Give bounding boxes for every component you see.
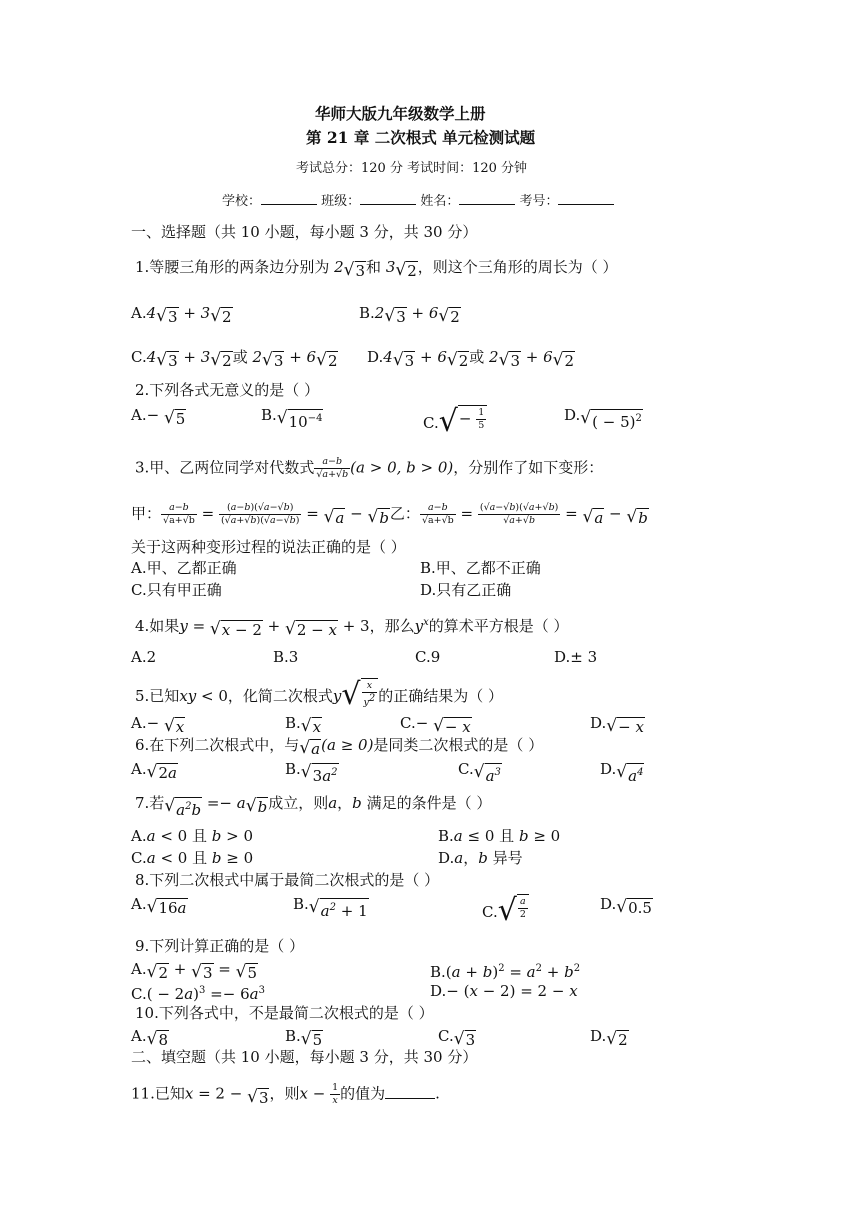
q9-label-b: B. <box>430 963 446 981</box>
q3-option-d: D.只有乙正确 <box>420 581 512 599</box>
q10-label-c: C. <box>438 1027 454 1045</box>
q6-option-b: B. √ $3a^2$ <box>285 760 338 785</box>
q1-or-d: 或 <box>469 348 485 366</box>
q7-label-b: B. <box>438 827 454 845</box>
q5-label-d: D. <box>590 714 607 732</box>
sqrt-sign: √ 3 <box>343 260 366 280</box>
q5-label-c: C. <box>400 714 416 732</box>
q6-stem: 6.在下列二次根式中，与 <box>135 736 300 754</box>
student-info-row <box>222 192 614 212</box>
q2-option-b: B. √ $10^{-4}$ <box>261 406 323 431</box>
q3-option-b: B.甲、乙都不正确 <box>420 559 541 577</box>
q5-option-b: B. √ x <box>285 714 322 736</box>
exam-info: 考试总分：120 分 考试时间：120 分钟 <box>296 161 528 176</box>
q1-option-c: C.4 √ 3 + 3 √ 2 或 2 √ 3 + 6 √ 2 <box>131 348 338 370</box>
q5-stem-end: 的正确结果为（ ） <box>378 687 504 705</box>
q1-label-d: D. <box>367 348 384 366</box>
q10-option-c: C. √ 3 <box>438 1027 476 1049</box>
q7-option-d: D.a，b 异号 <box>438 849 523 867</box>
q8-label-a: A. <box>131 895 147 913</box>
q6-label-c: C. <box>458 760 474 778</box>
q8-option-a: A. √ 16a <box>131 895 187 917</box>
question-10: 10.下列各式中，不是最简二次根式的是（ ） <box>135 1004 434 1022</box>
q5-stem-mid: ，化简二次根式 <box>227 687 333 705</box>
q11-stem-end: 的值为 <box>340 1084 386 1103</box>
q10-option-d: D. √ 2 <box>590 1027 628 1049</box>
q8-label-d: D. <box>600 895 617 913</box>
school-label: 学校： <box>222 194 262 209</box>
q7-label-a: A. <box>131 827 147 845</box>
q7-label-d: D. <box>438 849 455 867</box>
q2-label-b: B. <box>261 406 277 424</box>
sqrt-sign: √ 2 <box>395 260 417 280</box>
q9-option-d: D.− (x − 2) = 2 − x <box>430 982 578 1000</box>
question-7: 7.若 √ $a^2b$ =− a √ b 成立，则a，b 满足的条件是（ ） <box>135 794 492 819</box>
q8-option-b: B. √ $a^2 + 1$ <box>293 895 368 920</box>
q9-option-c: $C.( - 2a)^3 =- 6a^3$ <box>131 985 265 1003</box>
q2-label-d: D. <box>564 406 581 424</box>
q8-label-b: B. <box>293 895 309 913</box>
q4-stem-mid: ，那么 <box>369 617 415 635</box>
q10-option-b: B. √ 5 <box>285 1027 323 1049</box>
question-3: 3.甲、乙两位同学对代数式 $\frac{a-b}{√a+√b}$ (a > 0, b > 0)，分别作了如下变形： <box>135 456 604 480</box>
q2-label-a: A. <box>131 406 147 424</box>
q10-label-d: D. <box>590 1027 607 1045</box>
q9-option-b: $B.(a + b)^2 = a^2 + b^2$ <box>430 963 581 981</box>
q4-stem-end: 的算术平方根是（ ） <box>428 617 569 635</box>
q8-option-d: D. √ 0.5 <box>600 895 652 917</box>
q6-stem-end: 是同类二次根式的是（ ） <box>373 736 544 754</box>
q3-yi-label: 乙： <box>389 504 420 523</box>
q5-option-c: C.− √ − x <box>400 714 471 736</box>
question-11: 11.已知x = 2 − √ 3 ，则x − $\frac{1}{x}$ 的值为 . <box>131 1082 440 1107</box>
q7-stem-mid: 成立，则 <box>268 794 329 812</box>
q6-label-d: D. <box>600 760 617 778</box>
q4-option-c: C.9 <box>415 648 441 666</box>
q3-stem-end: ，分别作了如下变形： <box>453 458 604 477</box>
question-5: 5.已知xy < 0，化简二次根式y √ $\frac{x}{y^2}$ 的正确结果为（ ） <box>135 677 504 712</box>
q2-option-d: D. √ ( − 5)$^2$ <box>564 406 642 431</box>
q6-label-b: B. <box>285 760 301 778</box>
q1-option-a: A.4 √ 3 + 3 √ 2 <box>131 304 232 326</box>
q2-label-c: C. <box>423 414 439 432</box>
q7-and-a: 且 <box>191 827 207 845</box>
q10-label-b: B. <box>285 1027 301 1045</box>
q3-option-a: A.甲、乙都正确 <box>131 559 237 577</box>
number-blank <box>558 192 614 205</box>
q7-diff-sign: 异号 <box>492 849 523 867</box>
q9-label-c: C. <box>131 985 147 1003</box>
q9-option-a: A. √ 2 + √ 3 = √ 5 <box>131 960 257 982</box>
q1-stem: 1.等腰三角形的两条边分别为 <box>135 258 330 276</box>
q5-label-a: A. <box>131 714 147 732</box>
question-4: 4.如果y = √ x − 2 + √ 2 − x + 3，那么$y^x$的算术平方根是（ ） <box>135 617 569 639</box>
q6-option-c: C. √ $a^3$ <box>458 760 501 785</box>
q7-option-a: A.a < 0 且 b > 0 <box>131 827 254 845</box>
q6-option-d: D. √ $a^4$ <box>600 760 644 785</box>
q7-label-c: C. <box>131 849 147 867</box>
q5-stem: 5.已知 <box>135 687 180 705</box>
section-choice-heading: 一、选择题（共 10 小题，每小题 3 分，共 30 分） <box>131 223 478 241</box>
question-2: 2.下列各式无意义的是（ ） <box>135 381 320 399</box>
q5-option-d: D. √ − x <box>590 714 644 736</box>
question-1: 1.等腰三角形的两条边分别为 2 √ 3 和 3 √ 2 ，则这个三角形的周长为（ ） <box>135 258 618 280</box>
name-blank <box>459 192 515 205</box>
q9-label-d: D. <box>430 982 447 1000</box>
school-blank <box>261 192 317 205</box>
section-fill-heading: 二、填空题（共 10 小题，每小题 3 分，共 30 分） <box>131 1048 478 1066</box>
q7-and-c: 且 <box>192 849 208 867</box>
q1-option-b: B.2 √ 3 + 6 √ 2 <box>359 304 460 326</box>
q4-stem: 4.如果 <box>135 617 180 635</box>
class-blank <box>360 192 416 205</box>
title-publisher: 华师大版九年级数学上册 <box>315 104 486 123</box>
q4-option-a: A.2 <box>131 648 157 666</box>
q2-option-a: A.− √ 5 <box>131 406 186 428</box>
q1-option-d: D.4 √ 3 + 6 √ 2 或 2 √ 3 + 6 √ 2 <box>367 348 575 370</box>
q7-option-c: C.a < 0 且 b ≥ 0 <box>131 849 254 867</box>
q7-stem: 7.若 <box>135 794 165 812</box>
question-9: 9.下列计算正确的是（ ） <box>135 937 305 955</box>
q10-option-a: A. √ 8 <box>131 1027 168 1049</box>
q1-label-c: C. <box>131 348 147 366</box>
question-6: 6.在下列二次根式中，与 √ a (a ≥ 0)是同类二次根式的是（ ） <box>135 736 544 758</box>
q1-stem-end: ，则这个三角形的周长为（ ） <box>417 258 618 276</box>
q7-option-b: B.a ≤ 0 且 b ≥ 0 <box>438 827 561 845</box>
q3-jia-label: 甲： <box>131 504 162 523</box>
q4-option-b: B.3 <box>273 648 299 666</box>
number-label: 考号： <box>519 194 559 209</box>
q3-stem: 3.甲、乙两位同学对代数式 <box>135 458 315 477</box>
q1-label-a: A. <box>131 304 147 322</box>
q10-label-a: A. <box>131 1027 147 1045</box>
title-chapter: 第 21 章 二次根式 单元检测试题 <box>306 128 536 147</box>
q1-label-b: B. <box>359 304 375 322</box>
q3-option-c: C.只有甲正确 <box>131 581 222 599</box>
q9-label-a: A. <box>131 960 147 978</box>
q3-ask: 关于这两种变形过程的说法正确的是（ ） <box>131 538 406 556</box>
q3-transform: 甲： $\frac{a-b}{√a+√b}$ = $\frac{(a-b)(√a-√b)}{(√a+√b)(√a-√b)}$ = √ a − √ b 乙： $\frac{a-b}{√a+√b}$ = $\frac{(√a-√b)(√a+√b)}{√a+√b}$ = √ a − √ b <box>131 502 648 527</box>
q11-answer-blank <box>385 1086 435 1099</box>
class-label: 班级： <box>321 194 361 209</box>
question-8: 8.下列二次根式中属于最简二次根式的是（ ） <box>135 871 440 889</box>
q6-option-a: A. √ 2a <box>131 760 177 782</box>
q2-option-c: C. √ − $\frac{1}{5}$ <box>423 405 487 439</box>
q8-label-c: C. <box>482 903 498 921</box>
q1-or-c: 或 <box>232 348 248 366</box>
q5-label-b: B. <box>285 714 301 732</box>
q7-and-b: 且 <box>499 827 515 845</box>
q1-and: 和 <box>366 258 382 276</box>
q5-option-a: A.− √ x <box>131 714 185 736</box>
q11-stem: 11.已知 <box>131 1084 185 1103</box>
q8-option-c: C. √ $\frac{a}{2}$ <box>482 894 529 928</box>
q4-option-d: D.± 3 <box>554 648 598 666</box>
q7-stem-end: 满足的条件是（ ） <box>366 794 492 812</box>
q6-label-a: A. <box>131 760 147 778</box>
q11-stem-mid: ，则 <box>269 1084 300 1103</box>
q11-end: . <box>435 1084 440 1103</box>
name-label: 姓名： <box>420 194 460 209</box>
